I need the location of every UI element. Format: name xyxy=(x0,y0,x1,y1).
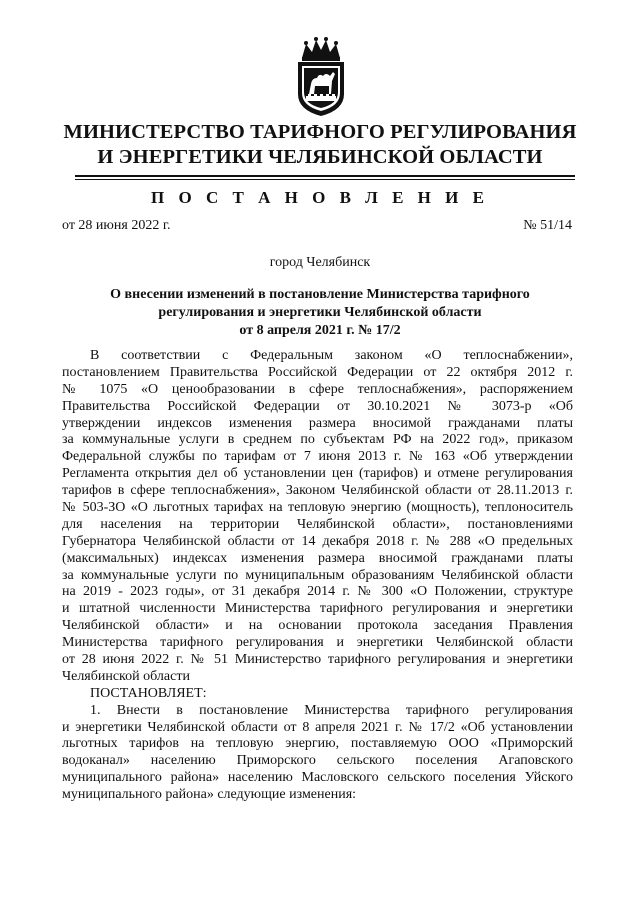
body-line: Регламента открытия дел об установлении цен (тарифов) и отмене регулирования xyxy=(62,466,573,482)
document-number: № 51/14 xyxy=(523,218,572,233)
body-line: (максимальных) индексах изменения размера вносимой гражданами платы xyxy=(62,550,573,566)
body-line: Федеральной службы по тарифам от 7 июня 2013 г. № 163 «Об утверждении xyxy=(62,449,573,465)
body-line: для населения на территории Челябинской области», постановлениями xyxy=(62,516,573,532)
body-line: Челябинской области xyxy=(62,668,190,684)
document-title-line: регулирования и энергетики Челябинской области xyxy=(158,305,482,320)
body-line: тарифов в сфере теплоснабжения», Законом Челябинской области от 28.11.2013 г. xyxy=(62,483,573,499)
document-type: П О С Т А Н О В Л Е Н И Е xyxy=(151,188,489,207)
document-title-line: от 8 апреля 2021 г. № 17/2 xyxy=(239,323,401,338)
body-line: и энергетики Челябинской области от 8 апреля 2021 г. № 17/2 «Об установлении xyxy=(62,719,573,735)
body-line: № 1075 «О ценообразовании в сфере теплоснабжения», распоряжением xyxy=(62,381,573,397)
body-line: водоканал» населению Приморского сельского поселения Агаповского xyxy=(62,753,573,769)
resolves-heading: ПОСТАНОВЛЯЕТ: xyxy=(90,685,207,701)
ministry-name xyxy=(60,120,580,170)
document-title xyxy=(70,286,570,340)
body-line: утверждении индексов изменения размера вносимой гражданами платы xyxy=(62,415,573,431)
ministry-name-line-2: И ЭНЕРГЕТИКИ ЧЕЛЯБИНСКОЙ ОБЛАСТИ xyxy=(97,146,543,168)
header-rule-thin xyxy=(75,179,575,180)
body-line: В соответствии с Федеральным законом «О теплоснабжении», xyxy=(90,348,573,363)
document-date: от 28 июня 2022 г. xyxy=(62,218,171,233)
ministry-name-line-1: МИНИСТЕРСТВО ТАРИФНОГО РЕГУЛИРОВАНИЯ xyxy=(63,121,577,143)
coat-of-arms-icon xyxy=(290,36,352,118)
body-line: постановлением Правительства Российской Федерации от 22 октября 2012 г. xyxy=(62,364,573,380)
body-line: № 503-ЗО «О льготных тарифах на тепловую энергию (мощность), теплоноситель xyxy=(62,500,573,516)
document-city: город Челябинск xyxy=(269,255,371,270)
body-line: за коммунальные услуги в среднем по субъектам РФ на 2022 год», приказом xyxy=(62,432,573,448)
body-line: муниципального района» следующие изменения: xyxy=(62,787,357,803)
body-line: Губернатора Челябинской области от 14 декабря 2018 г. № 288 «О предельных xyxy=(62,533,573,549)
document-title-line: О внесении изменений в постановление Министерства тарифного xyxy=(110,287,530,302)
body-line: 1. Внести в постановление Министерства тарифного регулирования xyxy=(90,702,573,718)
body-line: Правительства Российской Федерации от 30.10.2021 № 3073-р «Об xyxy=(62,398,573,414)
body-line: от 28 июня 2022 г. № 51 Министерство тарифного регулирования и энергетики xyxy=(62,652,573,668)
body-line: на 2019 - 2023 годы», от 31 декабря 2014 г. № 300 «О Положении, структуре xyxy=(62,584,573,600)
body-line: льготных тарифов на тепловую энергию, поставляемую ООО «Приморский xyxy=(62,736,573,752)
body-line: за коммунальные услуги по муниципальным образованиям Челябинской области xyxy=(62,567,573,583)
document-body xyxy=(62,348,573,804)
body-line: и штатной численности Министерства тарифного регулирования и энергетики xyxy=(62,601,573,617)
body-line: Челябинской области» и на основании протокола заседания Правления xyxy=(62,618,573,634)
header-rule-thick xyxy=(75,175,575,177)
body-line: муниципального района» населению Масловского сельского поселения Уйского xyxy=(62,770,573,786)
date-number-line xyxy=(62,218,572,234)
body-line: Министерства тарифного регулирования и энергетики Челябинской области xyxy=(62,635,573,651)
